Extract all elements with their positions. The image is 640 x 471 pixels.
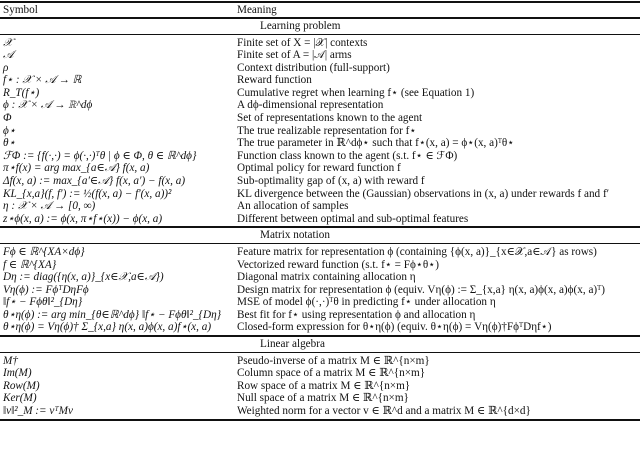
meaning-cell: Finite set of A = |𝒜| arms [237,49,352,62]
meaning-cell: Closed-form expression for θ⋆η(ϕ) (equiv. θ⋆η(ϕ) = Vη(ϕ)†FϕᵀDηf⋆) [237,321,552,334]
table-row [0,125,640,138]
meaning-cell: Diagonal matrix containing allocation η [237,271,416,284]
symbol-cell: 𝒜 [3,49,14,62]
symbol-cell: ϕ⋆ [3,124,16,137]
table-row [0,37,640,50]
symbol-cell: z⋆ϕ(x, a) := ϕ(x, π⋆f⋆(x)) − ϕ(x, a) [3,212,163,225]
table-row [0,367,640,380]
table-row [0,213,640,226]
table-row [0,74,640,87]
bottom-rule [0,419,640,421]
table-row [0,150,640,163]
table-row [0,296,640,309]
table-row [0,271,640,284]
meaning-cell: KL divergence between the (Gaussian) observations in (x, a) under rewards f and f′ [237,187,610,200]
table-row [0,380,640,393]
symbol-cell: ‖f⋆ − Fϕθ‖²_{Dη} [3,296,83,309]
meaning-cell: Cumulative regret when learning f⋆ (see Equation 1) [237,86,475,99]
symbol-cell: θ⋆ [3,137,16,150]
symbol-cell: ℱΦ := {f(·,·) = ϕ(·,·)ᵀθ | ϕ ∈ Φ, θ ∈ ℝ^dϕ} [3,149,197,162]
meaning-cell: Best fit for f⋆ using representation ϕ and allocation η [237,308,476,321]
symbol-cell: Im(M) [3,367,32,380]
section-title-matrix: Matrix notation [260,229,330,242]
table-row [0,200,640,213]
meaning-cell: Context distribution (full-support) [237,61,390,74]
meaning-cell: A dϕ-dimensional representation [237,99,384,112]
meaning-cell: Optimal policy for reward function f [237,162,401,175]
symbol-cell: KL_{x,a}(f, f′) := ½(f(x, a) − f′(x, a))² [3,187,172,200]
meaning-cell: Design matrix for representation ϕ (equiv. Vη(ϕ) := Σ_{x,a} η(x, a)ϕ(x, a)ϕ(x, a)ᵀ) [237,283,605,296]
meaning-cell: Reward function [237,74,312,87]
meaning-cell: Sub-optimality gap of (x, a) with reward f [237,175,425,188]
symbol-cell: R_T(f⋆) [3,86,40,99]
meaning-cell: Pseudo-inverse of a matrix M ∈ ℝ^{n×m} [237,354,430,367]
section-matrix-notation [0,246,640,334]
symbol-cell: Row(M) [3,379,40,392]
symbol-cell: Φ [3,112,12,125]
meaning-cell: MSE of model ϕ(·,·)ᵀθ in predicting f⋆ under allocation η [237,296,496,309]
section-title-learning: Learning problem [260,20,341,32]
symbol-cell: 𝒳 [3,36,13,49]
symbol-cell: Vη(ϕ) := FϕᵀDηFϕ [3,283,89,296]
meaning-cell: Weighted norm for a vector v ∈ ℝ^d and a matrix M ∈ ℝ^{d×d} [237,404,531,417]
table-row [0,284,640,297]
symbol-cell: Dη := diag({η(x, a)}_{x∈𝒳,a∈𝒜}) [3,271,164,284]
meaning-cell: Null space of a matrix M ∈ ℝ^{n×m} [237,392,409,405]
symbol-cell: f ∈ ℝ^{XA} [3,258,57,271]
section-title-row [0,19,640,34]
symbol-cell: ϕ : 𝒳 × 𝒜 → ℝ^dϕ [3,99,93,112]
table-row [0,259,640,272]
meaning-cell: Function class known to the agent (s.t. f⋆ ∈ ℱΦ) [237,149,458,162]
symbol-cell: π⋆f(x) = arg max_{a∈𝒜} f(x, a) [3,162,150,175]
meaning-cell: The true realizable representation for f⋆ [237,124,417,137]
table-row [0,87,640,100]
meaning-cell: Column space of a matrix M ∈ ℝ^{n×m} [237,367,426,380]
meaning-cell: Feature matrix for representation ϕ (containing {ϕ(x, a)}_{x∈𝒳,a∈𝒜} as rows) [237,245,597,258]
table-row [0,188,640,201]
table-row [0,405,640,418]
meaning-cell: The true parameter in ℝ^dϕ⋆ such that f⋆(x, a) = ϕ⋆(x, a)ᵀθ⋆ [237,137,515,150]
meaning-cell: Different between optimal and sub-optimal features [237,212,469,225]
symbol-cell: Δf(x, a) := max_{a′∈𝒜} f(x, a′) − f(x, a) [3,175,186,188]
table-row [0,175,640,188]
meaning-cell: Finite set of X = |𝒳| contexts [237,36,368,49]
symbol-cell: η : 𝒳 × 𝒜 → [0, ∞) [3,200,96,213]
table-row [0,162,640,175]
header-row [0,3,640,17]
symbol-cell: f⋆ : 𝒳 × 𝒜 → ℝ [3,74,82,87]
table-row [0,392,640,405]
meaning-cell: Row space of a matrix M ∈ ℝ^{n×m} [237,379,411,392]
header-symbol: Symbol [3,4,38,16]
table-row [0,62,640,75]
meaning-cell: Vectorized reward function (s.t. f⋆ = Fϕ⋆θ⋆) [237,258,439,271]
symbol-cell: ‖v‖²_M := vᵀMv [3,404,73,417]
table-row [0,246,640,259]
meaning-cell: An allocation of samples [237,200,349,213]
table-row [0,355,640,368]
symbol-cell: ρ [3,61,9,74]
header-meaning: Meaning [237,4,277,16]
symbol-cell: θ⋆η(ϕ) := arg min_{θ∈ℝ^dϕ} ‖f⋆ − Fϕθ‖²_{Dη} [3,308,222,321]
section-title-row [0,228,640,243]
table-row [0,137,640,150]
symbol-cell: Ker(M) [3,392,37,405]
symbol-cell: Fϕ ∈ ℝ^{XA×dϕ} [3,245,85,258]
section-title-row [0,337,640,352]
section-learning-problem [0,37,640,226]
section-linear-algebra [0,355,640,418]
table-row [0,49,640,62]
symbol-cell: θ⋆η(ϕ) = Vη(ϕ)† Σ_{x,a} η(x, a)ϕ(x, a)f⋆(x, a) [3,321,212,334]
meaning-cell: Set of representations known to the agent [237,112,423,125]
table-row [0,309,640,322]
table-row [0,112,640,125]
table-row [0,99,640,112]
symbol-cell: M† [3,354,18,367]
table-row [0,321,640,334]
section-title-linear-algebra: Linear algebra [260,338,325,351]
